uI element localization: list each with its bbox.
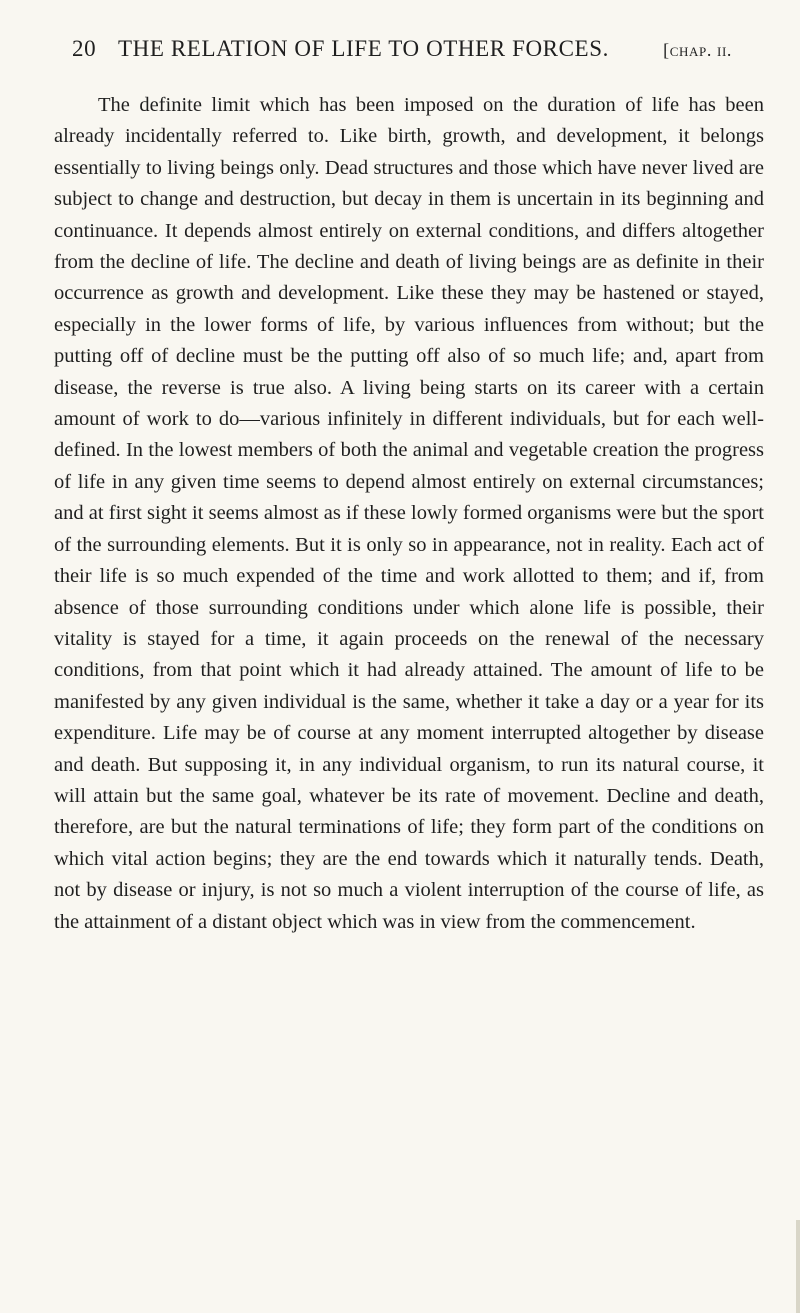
page-edge-shadow bbox=[796, 1220, 800, 1313]
body-paragraph: The definite limit which has been imposed on the duration of life has been already incidentally referred to. Like birth, growth, and development, it belongs essentially to living beings only. Dead structures and those which have never lived are subject to change and destruction, but decay in them is uncertain in its beginning and continuance. It depends almost entirely on external conditions, and differs altogether from the decline of life. The decline and death of living beings are as definite in their occurrence as growth and development. Like these they may be hastened or stayed, especially in the lower forms of life, by various influences from without; but the putting off of decline must be the putting off also of so much life; and, apart from disease, the reverse is true also. A living being starts on its career with a certain amount of work to do—various infinitely in different individuals, but for each well-defined. In the lowest members of both the animal and vegetable creation the progress of life in any given time seems to depend almost entirely on external circumstances; and at first sight it seems almost as if these lowly formed organisms were but the sport of the surrounding elements. But it is only so in appearance, not in reality. Each act of their life is so much expended of the time and work allotted to them; and if, from absence of those surrounding conditions under which alone life is possible, their vitality is stayed for a time, it again proceeds on the renewal of the necessary conditions, from that point which it had already attained. The amount of life to be manifested by any given individual is the same, whether it take a day or a year for its expenditure. Life may be of course at any moment interrupted altogether by disease and death. But supposing it, in any individual organism, to run its natural course, it will attain but the same goal, whatever be its rate of movement. Decline and death, therefore, are but the natural terminations of life; they form part of the conditions on which vital action begins; they are the end towards which it naturally tends. Death, not by disease or injury, is not so much a violent interruption of the course of life, as the attainment of a distant object which was in view from the commencement. bbox=[54, 94, 764, 933]
page-number: 20 bbox=[72, 36, 97, 61]
running-head bbox=[72, 36, 732, 66]
running-title: THE RELATION OF LIFE TO OTHER FORCES. bbox=[118, 36, 609, 61]
chapter-mark: [chap. ii. bbox=[663, 40, 732, 60]
